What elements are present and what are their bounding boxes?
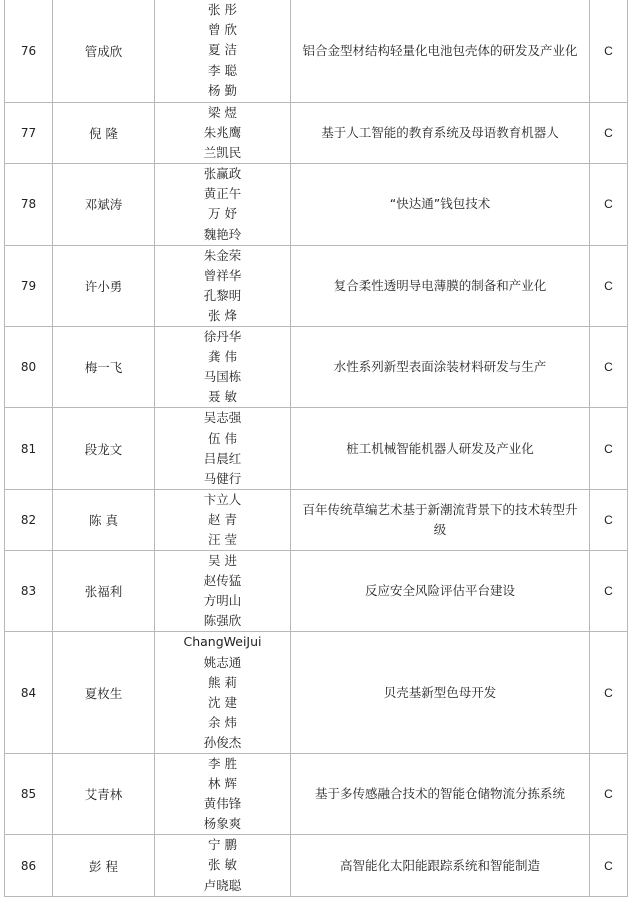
team-member-name: 龚 伟 bbox=[208, 349, 237, 365]
project-leader-cell: 艾青林 bbox=[53, 754, 155, 835]
team-member-name: 熊 莉 bbox=[208, 674, 237, 690]
team-member-name: 卞立人 bbox=[203, 491, 242, 507]
table-row bbox=[5, 164, 628, 245]
team-members-cell bbox=[155, 245, 291, 326]
team-member-name: 沈 建 bbox=[208, 694, 237, 710]
project-number-cell: 86 bbox=[5, 835, 53, 896]
project-title-cell: 基于人工智能的教育系统及母语教育机器人 bbox=[291, 103, 590, 164]
table-row bbox=[5, 835, 628, 896]
team-member-name: 赵 青 bbox=[208, 511, 237, 527]
team-member-name: 方明山 bbox=[203, 593, 242, 609]
team-member-name: ChangWeiJui bbox=[183, 634, 262, 650]
project-grade-cell: C bbox=[590, 327, 628, 408]
team-members-cell bbox=[155, 754, 291, 835]
team-member-name: 黄伟锋 bbox=[203, 796, 242, 812]
team-member-name: 李 聪 bbox=[208, 62, 237, 78]
project-number-cell: 82 bbox=[5, 489, 53, 550]
project-grade-cell: C bbox=[590, 0, 628, 103]
team-member-name: 汪 莹 bbox=[208, 531, 237, 547]
project-leader-cell: 彭 程 bbox=[53, 835, 155, 896]
team-member-name: 张 彤 bbox=[208, 2, 237, 18]
team-member-name: 吴 进 bbox=[208, 553, 237, 569]
team-member-name: 孙俊杰 bbox=[203, 734, 242, 750]
team-members-cell bbox=[155, 327, 291, 408]
team-member-name: 朱兆鹰 bbox=[203, 125, 242, 141]
team-member-name: 万 妤 bbox=[208, 206, 237, 222]
project-title-cell: 桩工机械智能机器人研发及产业化 bbox=[291, 408, 590, 489]
project-title-cell: 百年传统草编艺术基于新潮流背景下的技术转型升级 bbox=[291, 489, 590, 550]
team-member-name: 黄正午 bbox=[203, 186, 242, 202]
team-member-name: 兰凯民 bbox=[203, 145, 242, 161]
project-grade-cell: C bbox=[590, 551, 628, 632]
team-members-cell bbox=[155, 551, 291, 632]
team-members-cell bbox=[155, 103, 291, 164]
table-row bbox=[5, 551, 628, 632]
team-member-name: 林 辉 bbox=[208, 776, 237, 792]
table-row bbox=[5, 408, 628, 489]
project-leader-cell: 邓斌涛 bbox=[53, 164, 155, 245]
team-member-name: 聂 敏 bbox=[208, 389, 237, 405]
project-grade-cell: C bbox=[590, 489, 628, 550]
team-member-name: 张 敏 bbox=[208, 857, 237, 873]
team-members-cell bbox=[155, 408, 291, 489]
table-row bbox=[5, 0, 628, 103]
project-title-cell: 高智能化太阳能跟踪系统和智能制造 bbox=[291, 835, 590, 896]
team-member-name: 张赢政 bbox=[203, 166, 242, 182]
team-members-cell bbox=[155, 835, 291, 896]
table-row bbox=[5, 754, 628, 835]
projects-table bbox=[4, 0, 628, 897]
project-grade-cell: C bbox=[590, 245, 628, 326]
team-member-name: 魏艳玲 bbox=[203, 226, 242, 242]
team-member-name: 陈强欣 bbox=[203, 613, 242, 629]
table-row bbox=[5, 489, 628, 550]
team-members-cell bbox=[155, 0, 291, 103]
project-leader-cell: 许小勇 bbox=[53, 245, 155, 326]
team-member-name: 夏 洁 bbox=[208, 42, 237, 58]
team-member-name: 杨象爽 bbox=[203, 816, 242, 832]
team-member-name: 赵传猛 bbox=[203, 573, 242, 589]
project-grade-cell: C bbox=[590, 408, 628, 489]
project-grade-cell: C bbox=[590, 164, 628, 245]
team-members-cell bbox=[155, 489, 291, 550]
project-number-cell: 77 bbox=[5, 103, 53, 164]
project-title-cell: 水性系列新型表面涂装材料研发与生产 bbox=[291, 327, 590, 408]
team-member-name: 余 炜 bbox=[208, 714, 237, 730]
project-number-cell: 76 bbox=[5, 0, 53, 103]
project-leader-cell: 陈 真 bbox=[53, 489, 155, 550]
team-member-name: 吴志强 bbox=[203, 410, 242, 426]
project-title-cell: 复合柔性透明导电薄膜的制备和产业化 bbox=[291, 245, 590, 326]
project-grade-cell: C bbox=[590, 754, 628, 835]
team-member-name: 马国栋 bbox=[203, 369, 242, 385]
project-number-cell: 79 bbox=[5, 245, 53, 326]
project-title-cell: “快达通”钱包技术 bbox=[291, 164, 590, 245]
project-title-cell: 反应安全风险评估平台建设 bbox=[291, 551, 590, 632]
table-row bbox=[5, 245, 628, 326]
table-body bbox=[5, 0, 628, 896]
project-leader-cell: 倪 隆 bbox=[53, 103, 155, 164]
project-leader-cell: 段龙文 bbox=[53, 408, 155, 489]
team-member-name: 伍 伟 bbox=[208, 430, 237, 446]
team-member-name: 姚志通 bbox=[203, 654, 242, 670]
project-leader-cell: 梅一飞 bbox=[53, 327, 155, 408]
team-member-name: 杨 勤 bbox=[208, 82, 237, 98]
team-member-name: 卢晓聪 bbox=[203, 877, 242, 893]
project-leader-cell: 管成欣 bbox=[53, 0, 155, 103]
project-number-cell: 83 bbox=[5, 551, 53, 632]
team-members-cell bbox=[155, 632, 291, 754]
team-members-cell bbox=[155, 164, 291, 245]
project-grade-cell: C bbox=[590, 632, 628, 754]
project-number-cell: 81 bbox=[5, 408, 53, 489]
team-member-name: 曾祥华 bbox=[203, 267, 242, 283]
team-member-name: 曾 欣 bbox=[208, 22, 237, 38]
project-number-cell: 78 bbox=[5, 164, 53, 245]
project-number-cell: 85 bbox=[5, 754, 53, 835]
project-title-cell: 铝合金型材结构轻量化电池包壳体的研发及产业化 bbox=[291, 0, 590, 103]
table-row bbox=[5, 327, 628, 408]
team-member-name: 孔黎明 bbox=[203, 287, 242, 303]
team-member-name: 张 烽 bbox=[208, 307, 237, 323]
team-member-name: 梁 煜 bbox=[208, 105, 237, 120]
project-leader-cell: 夏枚生 bbox=[53, 632, 155, 754]
project-leader-cell: 张福利 bbox=[53, 551, 155, 632]
project-grade-cell: C bbox=[590, 835, 628, 896]
team-member-name: 朱金荣 bbox=[203, 247, 242, 263]
team-member-name: 马健行 bbox=[203, 470, 242, 486]
table-row bbox=[5, 632, 628, 754]
team-member-name: 宁 鹏 bbox=[208, 837, 237, 853]
team-member-name: 徐丹华 bbox=[203, 329, 242, 345]
team-member-name: 吕晨红 bbox=[203, 450, 242, 466]
project-number-cell: 80 bbox=[5, 327, 53, 408]
team-member-name: 李 胜 bbox=[208, 756, 237, 771]
table-row bbox=[5, 103, 628, 164]
project-title-cell: 贝壳基新型色母开发 bbox=[291, 632, 590, 754]
project-number-cell: 84 bbox=[5, 632, 53, 754]
project-title-cell: 基于多传感融合技术的智能仓储物流分拣系统 bbox=[291, 754, 590, 835]
project-grade-cell: C bbox=[590, 103, 628, 164]
